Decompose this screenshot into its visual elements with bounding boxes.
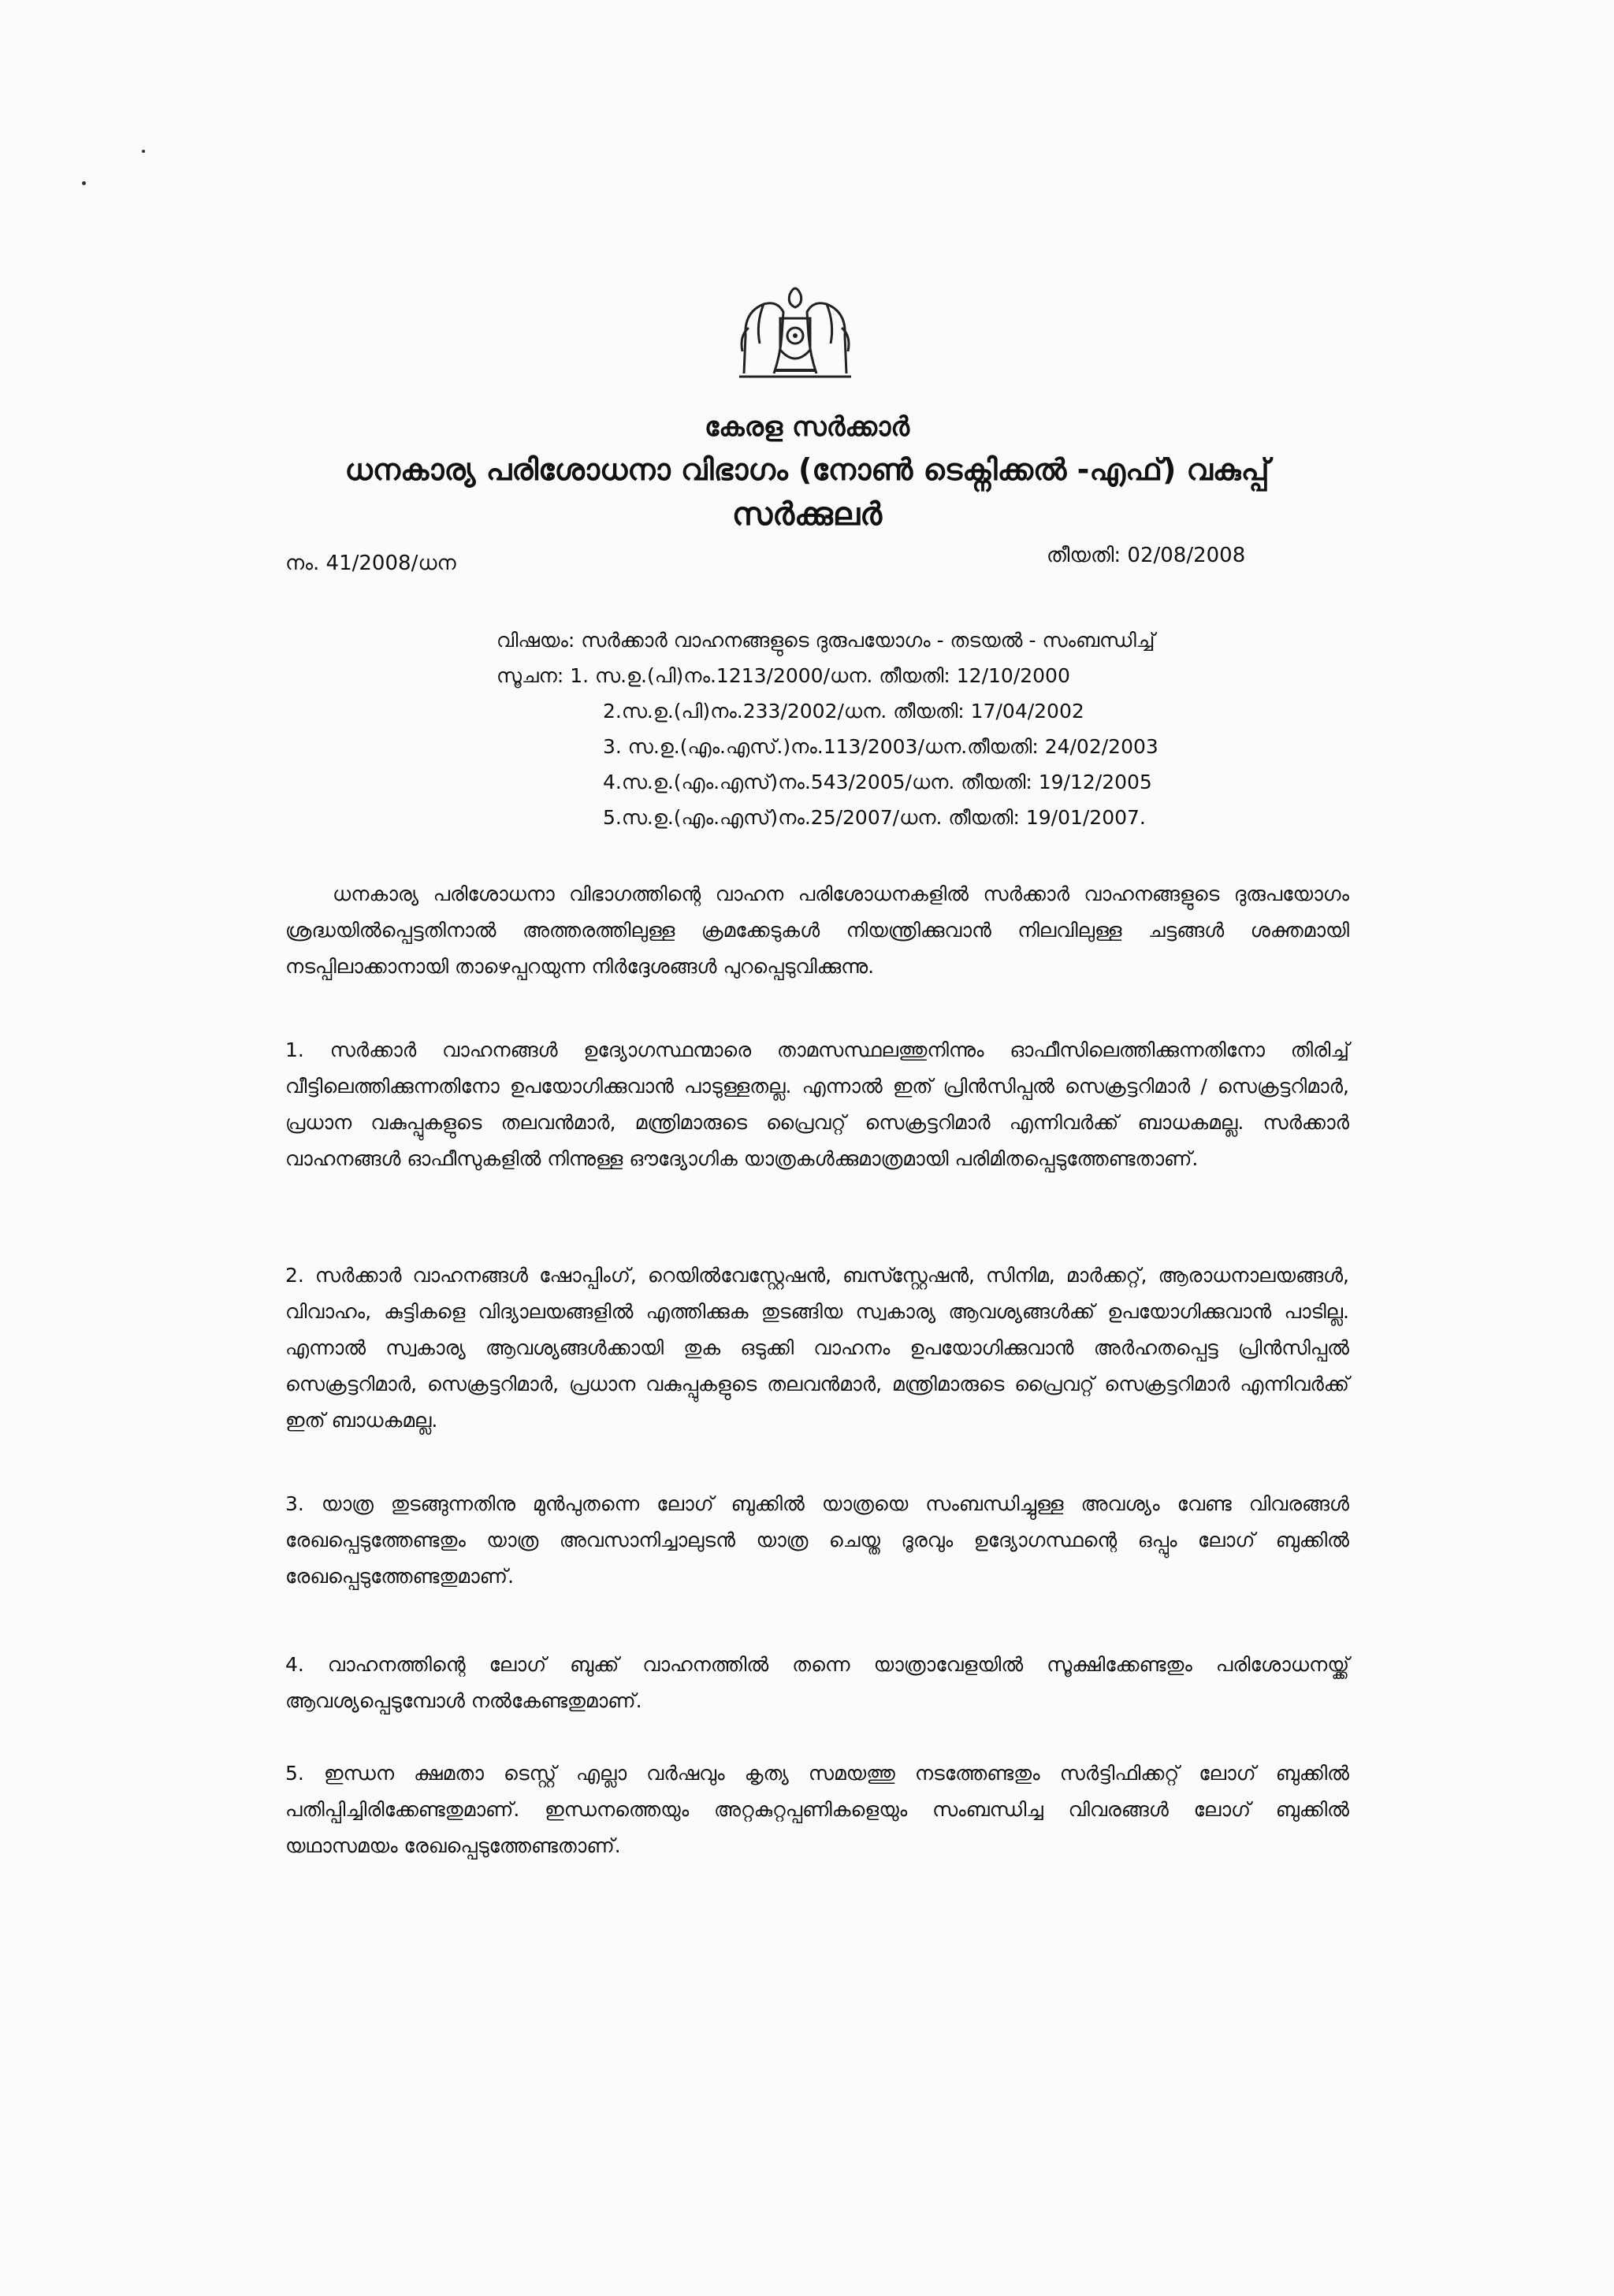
scan-speck [82, 181, 86, 185]
circular-number: നം. 41/2008/ധന [285, 552, 456, 575]
circular-date: തീയതി: 02/08/2008 [1047, 544, 1246, 567]
instruction-paragraph-1: 1. സർക്കാർ വാഹനങ്ങൾ ഉദ്യോഗസ്ഥന്മാരെ താമസസ്ഥലത്തുനിന്നും ഓഫീസിലെത്തിക്കുന്നതിനോ തിരിച്ച് വീട്ടിലെത്തിക്കുന്നതിനോ ഉപയോഗിക്കുവാൻ പാടുള്ളതല്ല. എന്നാൽ ഇത് പ്രിൻസിപ്പൽ സെക്രട്ടറിമാർ / സെക്രട്ടറിമാർ, പ്രധാന വകുപ്പുകളുടെ തലവൻമാർ, മന്ത്രിമാരുടെ പ്രൈവറ്റ് സെക്രട്ടറിമാർ എന്നിവർക്ക് ബാധകമല്ല. സർക്കാർ വാഹനങ്ങൾ ഓഫീസുകളിൽ നിന്നുള്ള ഔദ്യോഗിക യാത്രകൾക്കുമാത്രമായി പരിമിതപ്പെടുത്തേണ്ടതാണ്. [285, 1038, 1349, 1170]
intro-paragraph: ധനകാര്യ പരിശോധനാ വിഭാഗത്തിന്റെ വാഹന പരിശോധനകളിൽ സർക്കാർ വാഹനങ്ങളുടെ ദുരുപയോഗം ശ്രദ്ധയിൽപ്പെട്ടതിനാൽ അത്തരത്തിലുള്ള ക്രമക്കേടുകൾ നിയന്ത്രിക്കുവാൻ നിലവിലുള്ള ചട്ടങ്ങൾ ശക്തമായി നടപ്പിലാക്കാനായി താഴെപ്പറയുന്ന നിർദ്ദേശങ്ങൾ പുറപ്പെടുവിക്കുന്നു. [285, 882, 1349, 978]
instruction-paragraph-2: 2. സർക്കാർ വാഹനങ്ങൾ ഷോപ്പിംഗ്, റെയിൽവേസ്റ്റേഷൻ, ബസ്സ്റ്റേഷൻ, സിനിമ, മാർക്കറ്റ്, ആരാധനാലയങ്ങൾ, വിവാഹം, കുട്ടികളെ വിദ്യാലയങ്ങളിൽ എത്തിക്കുക തുടങ്ങിയ സ്വകാര്യ ആവശ്യങ്ങൾക്ക് ഉപയോഗിക്കുവാൻ പാടില്ല. എന്നാൽ സ്വകാര്യ ആവശ്യങ്ങൾക്കായി തുക ഒടുക്കി വാഹനം ഉപയോഗിക്കുവാൻ അർഹതപ്പെട്ട പ്രിൻസിപ്പൽ സെക്രട്ടറിമാർ, സെക്രട്ടറിമാർ, പ്രധാന വകുപ്പുകളുടെ തലവൻമാർ, മന്ത്രിമാരുടെ പ്രൈവറ്റ് സെക്രട്ടറിമാർ എന്നിവർക്ക് ഇത് ബാധകമല്ല. [285, 1264, 1349, 1432]
instruction-paragraph-4: 4. വാഹനത്തിന്റെ ലോഗ് ബുക്ക് വാഹനത്തിൽ തന്നെ യാത്രാവേളയിൽ സൂക്ഷിക്കേണ്ടതും പരിശോധനയ്ക്ക് ആവശ്യപ്പെടുമ്പോൾ നൽകേണ്ടതുമാണ്. [285, 1653, 1349, 1712]
reference-line: 5.സ.ഉ.(എം.എസ്)നം.25/2007/ധന. തീയതി: 19/01/2007. [603, 806, 1146, 829]
instruction-paragraph-3: 3. യാത്ര തുടങ്ങുന്നതിനു മുൻപുതന്നെ ലോഗ് ബുക്കിൽ യാത്രയെ സംബന്ധിച്ചുള്ള അവശ്യം വേണ്ട വിവരങ്ങൾ രേഖപ്പെടുത്തേണ്ടതും യാത്ര അവസാനിച്ചാലുടൻ യാത്ര ചെയ്ത ദൂരവും ഉദ്യോഗസ്ഥന്റെ ഒപ്പും ലോഗ് ബുക്കിൽ രേഖപ്പെടുത്തേണ്ടതുമാണ്. [285, 1492, 1349, 1588]
instruction-paragraph-5: 5. ഇന്ധന ക്ഷമതാ ടെസ്റ്റ് എല്ലാ വർഷവും കൃത്യ സമയത്തു നടത്തേണ്ടതും സർട്ടിഫിക്കറ്റ് ലോഗ് ബുക്കിൽ പതിപ്പിച്ചിരിക്കേണ്ടതുമാണ്. ഇന്ധനത്തെയും അറ്റകുറ്റപ്പണികളെയും സംബന്ധിച്ച വിവരങ്ങൾ ലോഗ് ബുക്കിൽ യഥാസമയം രേഖപ്പെടുത്തേണ്ടതാണ്. [285, 1762, 1349, 1857]
reference-line: 2.സ.ഉ.(പി)നം.233/2002/ധന. തീയതി: 17/04/2002 [603, 700, 1084, 723]
kerala-emblem-icon [728, 280, 862, 383]
reference-line: 3. സ.ഉ.(എം.എസ്.)നം.113/2003/ധന.തീയതി: 24/02/2003 [603, 735, 1158, 758]
document-type-title: സർക്കുലർ [731, 496, 883, 533]
scan-speck [142, 150, 145, 153]
department-title: ധനകാര്യ പരിശോധനാ വിഭാഗം (നോൺ ടെക്നിക്കൽ -എഫ്) വകുപ്പ് [344, 452, 1270, 487]
government-title: കേരള സർക്കാർ [704, 411, 910, 443]
reference-line: 4.സ.ഉ.(എം.എസ്)നം.543/2005/ധന. തീയതി: 19/12/2005 [603, 771, 1152, 793]
subject-line: വിഷയം: സർക്കാർ വാഹനങ്ങളുടെ ദുരുപയോഗം - തടയൽ - സംബന്ധിച്ച് [496, 629, 1155, 652]
reference-line: സൂചന: 1. സ.ഉ.(പി)നം.1213/2000/ധന. തീയതി: 12/10/2000 [496, 664, 1070, 687]
subject-block [496, 622, 1158, 835]
